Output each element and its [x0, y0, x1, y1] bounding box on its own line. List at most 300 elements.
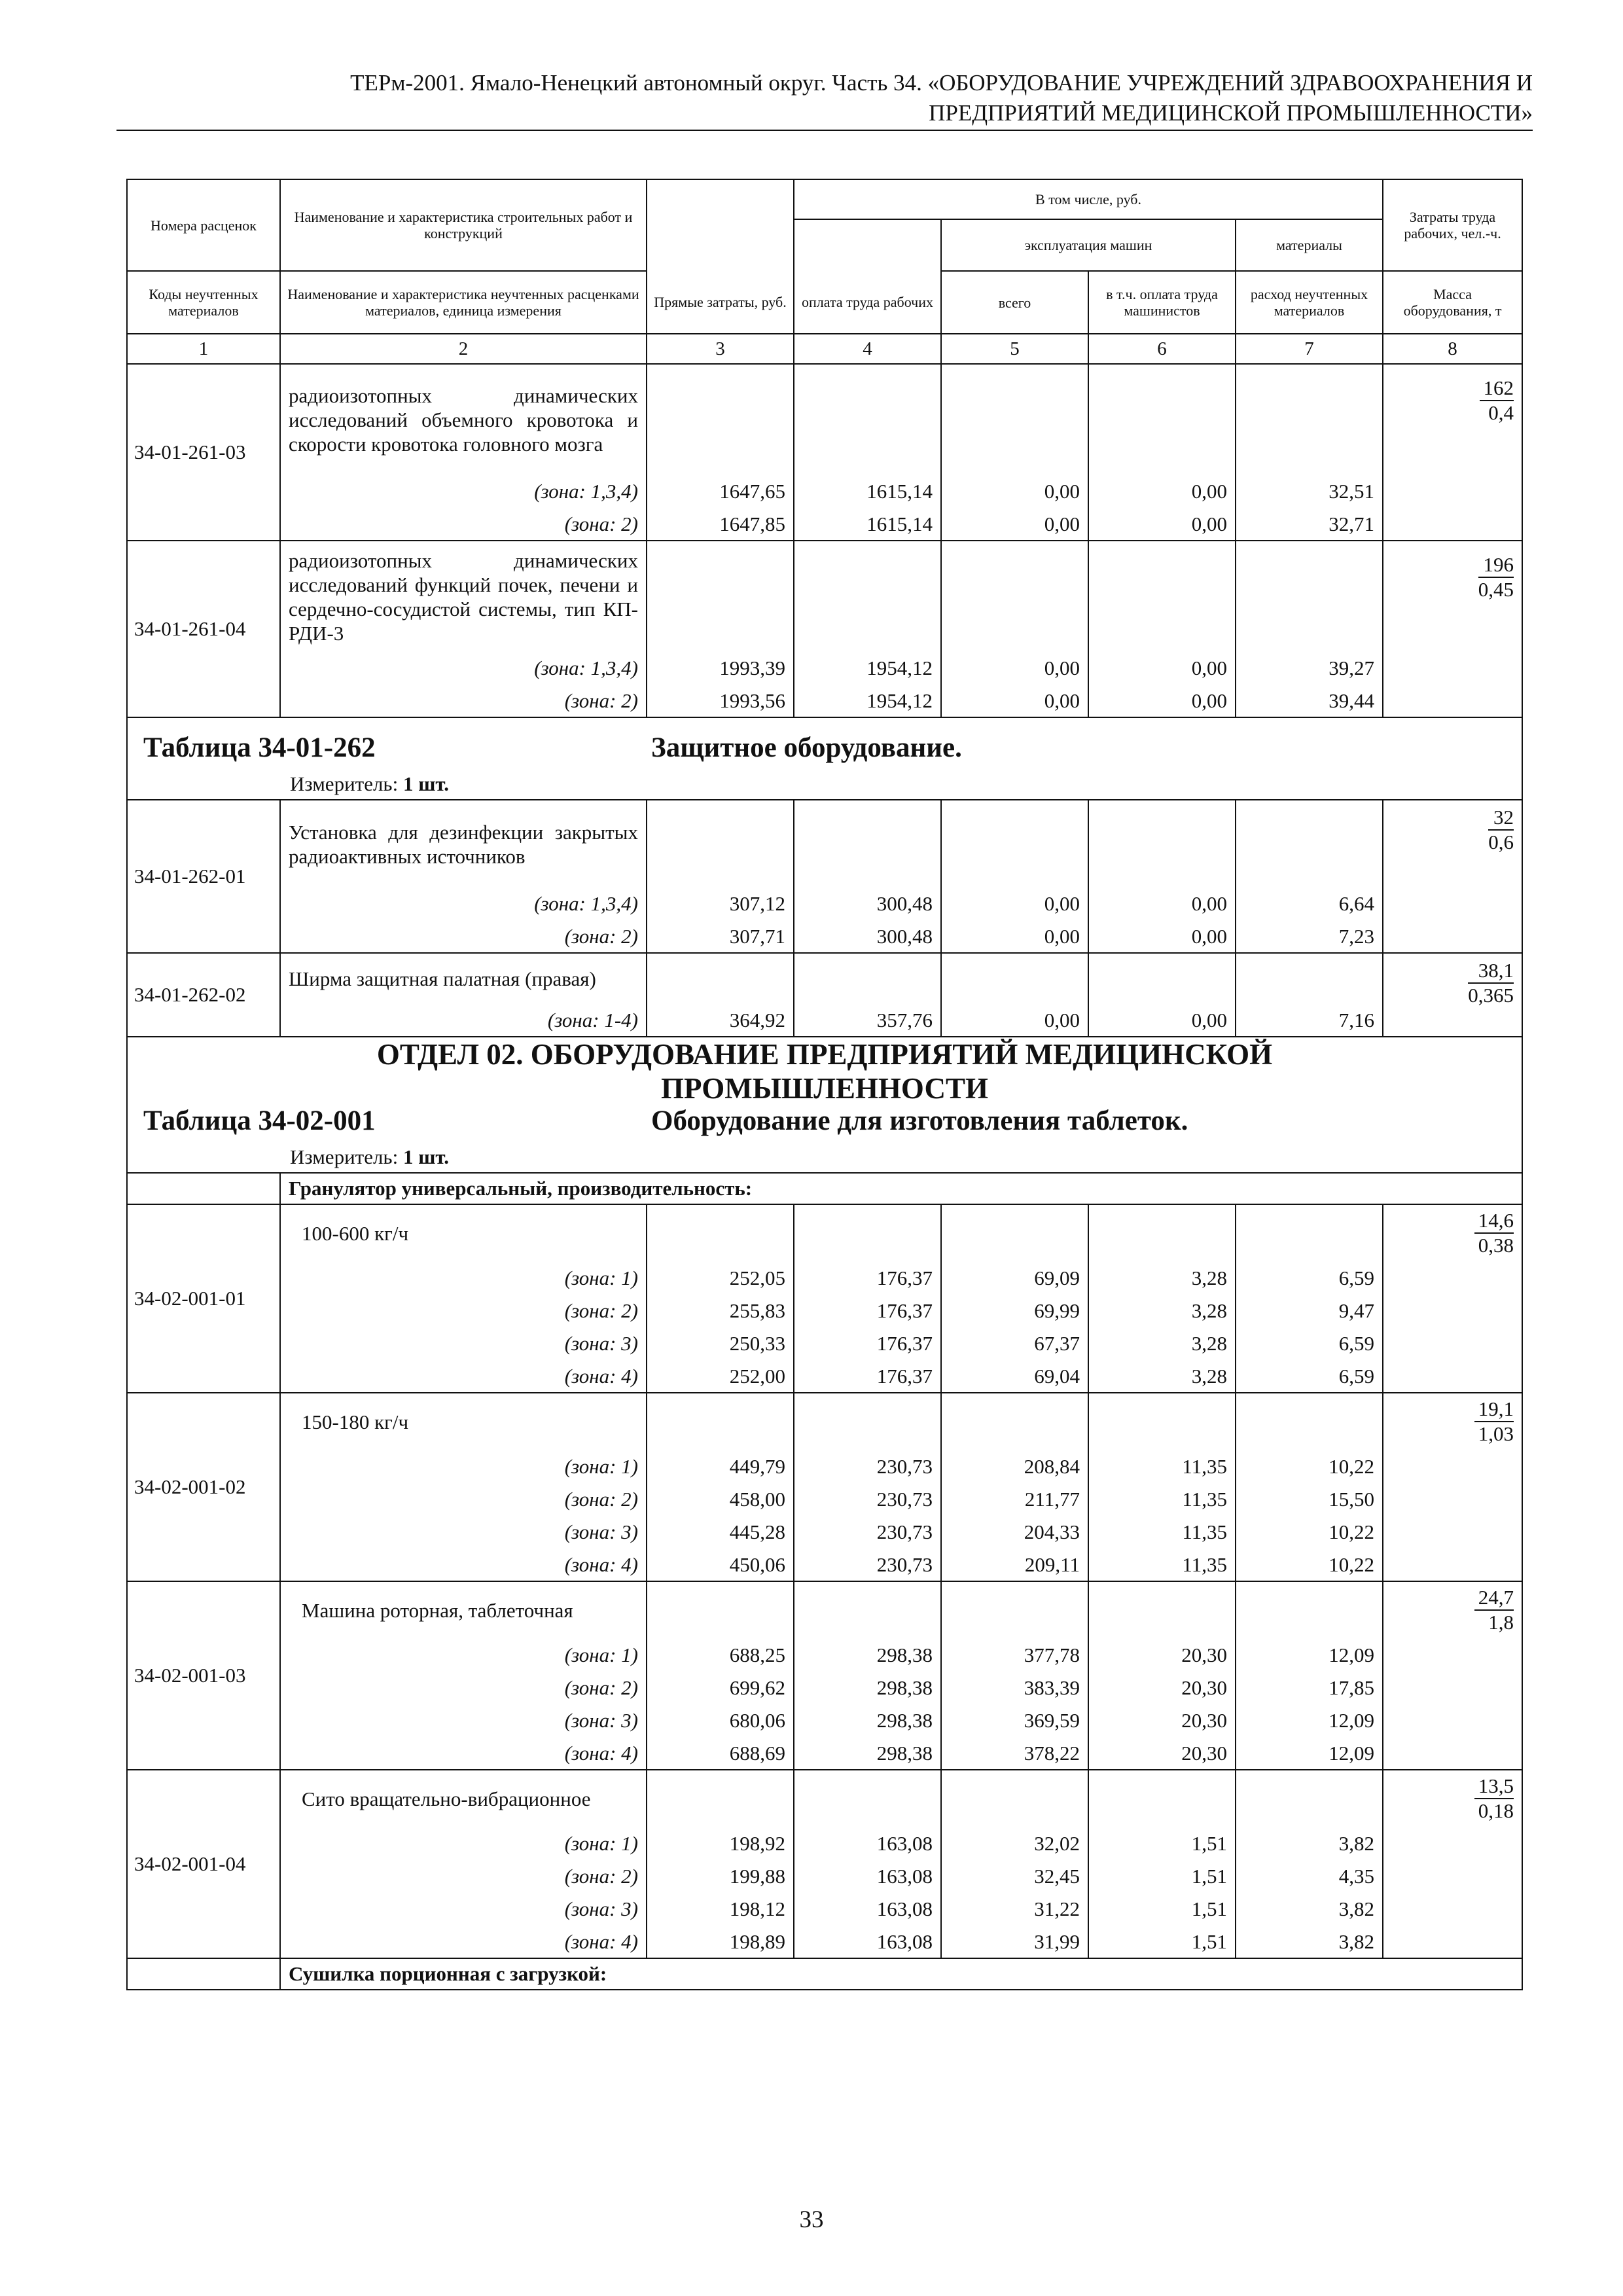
department-heading	[127, 1037, 1522, 1105]
rate-description: Установка для дезинфекции закрытых радиоактивных источников	[280, 800, 647, 888]
labor-cost-value: 24,7	[1474, 1586, 1514, 1611]
column-number: 3	[647, 334, 794, 364]
column-number: 8	[1383, 334, 1522, 364]
col-header-direct-blank	[647, 179, 794, 271]
materials-value: 4,35	[1236, 1860, 1383, 1893]
wages-value: 230,73	[794, 1483, 941, 1516]
empty-cell	[1236, 953, 1383, 1004]
table-title	[128, 1105, 1522, 1142]
price-table-body	[127, 179, 1522, 1990]
machinists-wages-value: 3,28	[1088, 1295, 1236, 1327]
machinists-wages-value: 1,51	[1088, 1860, 1236, 1893]
machinists-wages-value: 20,30	[1088, 1639, 1236, 1672]
machinists-wages-value: 0,00	[1088, 1004, 1236, 1037]
zone-label: (зона: 1)	[280, 1262, 647, 1295]
empty-cell	[794, 1204, 941, 1262]
col-header-group: В том числе, руб.	[794, 179, 1383, 219]
unit-label: Измеритель:	[290, 1145, 399, 1168]
zone-label: (зона: 1-4)	[280, 1004, 647, 1037]
labor-mass-fraction	[1474, 1586, 1514, 1634]
column-number: 7	[1236, 334, 1383, 364]
zone-row	[127, 888, 1522, 920]
col-header-mass: Масса оборудования, т	[1383, 271, 1522, 334]
machines-total-value: 69,99	[941, 1295, 1088, 1327]
machinists-wages-value: 0,00	[1088, 920, 1236, 953]
empty-cell	[794, 364, 941, 475]
labor-cost-value: 32	[1488, 806, 1514, 831]
equipment-mass-value: 0,4	[1488, 401, 1514, 424]
labor-mass-fraction	[1468, 959, 1514, 1007]
column-numbers-row	[127, 334, 1522, 364]
rate-entry-row	[127, 1393, 1522, 1450]
rate-description: 100-600 кг/ч	[280, 1204, 647, 1262]
materials-value: 3,82	[1236, 1926, 1383, 1958]
page-number: 33	[799, 2206, 824, 2233]
labor-mass-cell	[1383, 953, 1522, 1037]
rate-entry-row	[127, 1204, 1522, 1262]
equipment-mass-value: 0,18	[1478, 1799, 1514, 1822]
machinists-wages-value: 20,30	[1088, 1672, 1236, 1704]
wages-value: 163,08	[794, 1860, 941, 1893]
wages-value: 298,38	[794, 1737, 941, 1770]
table-title-cell	[127, 1105, 1522, 1173]
machines-total-value: 0,00	[941, 508, 1088, 541]
zone-label: (зона: 4)	[280, 1549, 647, 1581]
labor-cost-value: 162	[1480, 376, 1514, 401]
zone-row	[127, 1639, 1522, 1672]
direct-cost-value: 250,33	[647, 1327, 794, 1360]
empty-cell	[647, 800, 794, 888]
machinists-wages-value: 11,35	[1088, 1516, 1236, 1549]
col-header-material-codes: Коды неучтенных материалов	[127, 271, 280, 334]
rate-entry-row	[127, 800, 1522, 888]
col-header-material-name: Наименование и характеристика неучтенных расценками материалов, единица измерения	[280, 271, 647, 334]
empty-cell	[794, 800, 941, 888]
labor-mass-cell	[1383, 541, 1522, 717]
direct-cost-value: 1993,56	[647, 685, 794, 717]
zone-row	[127, 1004, 1522, 1037]
equipment-mass-value: 0,45	[1478, 578, 1514, 601]
empty-cell	[1088, 364, 1236, 475]
labor-mass-fraction	[1478, 553, 1514, 601]
table-name: Оборудование для изготовления таблеток.	[651, 1105, 1188, 1136]
col-header-labor: Затраты труда рабочих, чел.-ч.	[1383, 179, 1522, 271]
machines-total-value: 32,02	[941, 1827, 1088, 1860]
wages-value: 300,48	[794, 888, 941, 920]
machines-total-value: 67,37	[941, 1327, 1088, 1360]
empty-cell	[1088, 541, 1236, 652]
zone-row	[127, 1483, 1522, 1516]
materials-value: 7,16	[1236, 1004, 1383, 1037]
labor-mass-cell	[1383, 364, 1522, 541]
machinists-wages-value: 1,51	[1088, 1926, 1236, 1958]
empty-cell	[1236, 1770, 1383, 1827]
empty-cell	[941, 800, 1088, 888]
unit-label: Измеритель:	[290, 772, 399, 795]
rate-code: 34-02-001-03	[127, 1581, 280, 1770]
table-title-row	[127, 717, 1522, 800]
empty-cell	[127, 1173, 280, 1204]
labor-mass-cell	[1383, 1393, 1522, 1581]
column-number: 2	[280, 334, 647, 364]
empty-cell	[647, 1393, 794, 1450]
labor-mass-fraction	[1474, 1397, 1514, 1446]
direct-cost-value: 1647,65	[647, 475, 794, 508]
empty-cell	[1088, 800, 1236, 888]
empty-cell	[941, 953, 1088, 1004]
col-header-material-use: расход неучтенных материалов	[1236, 271, 1383, 334]
empty-cell	[647, 1581, 794, 1639]
machinists-wages-value: 3,28	[1088, 1360, 1236, 1393]
machines-total-value: 31,99	[941, 1926, 1088, 1958]
wages-value: 176,37	[794, 1295, 941, 1327]
labor-mass-fraction	[1474, 1774, 1514, 1823]
machines-total-value: 0,00	[941, 475, 1088, 508]
machines-total-value: 369,59	[941, 1704, 1088, 1737]
empty-cell	[127, 1958, 280, 1990]
zone-row	[127, 1262, 1522, 1295]
zone-label: (зона: 1)	[280, 1450, 647, 1483]
direct-cost-value: 198,12	[647, 1893, 794, 1926]
direct-cost-value: 458,00	[647, 1483, 794, 1516]
rate-description: Ширма защитная палатная (правая)	[280, 953, 647, 1004]
zone-label: (зона: 2)	[280, 920, 647, 953]
machinists-wages-value: 3,28	[1088, 1327, 1236, 1360]
direct-cost-value: 688,69	[647, 1737, 794, 1770]
wages-value: 176,37	[794, 1327, 941, 1360]
machinists-wages-value: 0,00	[1088, 685, 1236, 717]
zone-label: (зона: 3)	[280, 1704, 647, 1737]
zone-label: (зона: 1)	[280, 1827, 647, 1860]
department-heading-line-2: ПРОМЫШЛЕННОСТИ	[661, 1072, 988, 1105]
wages-value: 298,38	[794, 1639, 941, 1672]
zone-row	[127, 1926, 1522, 1958]
materials-value: 10,22	[1236, 1516, 1383, 1549]
materials-value: 10,22	[1236, 1450, 1383, 1483]
col-header-name: Наименование и характеристика строительных работ и конструкций	[280, 179, 647, 271]
group-heading-row	[127, 1173, 1522, 1204]
table-title	[128, 718, 1522, 769]
direct-cost-value: 688,25	[647, 1639, 794, 1672]
wages-value: 1615,14	[794, 475, 941, 508]
rate-code: 34-01-262-02	[127, 953, 280, 1037]
machines-total-value: 0,00	[941, 1004, 1088, 1037]
materials-value: 6,64	[1236, 888, 1383, 920]
materials-value: 12,09	[1236, 1704, 1383, 1737]
empty-cell	[647, 953, 794, 1004]
empty-cell	[941, 1581, 1088, 1639]
wages-value: 230,73	[794, 1450, 941, 1483]
col-header-machinists: в т.ч. оплата труда машинистов	[1088, 271, 1236, 334]
rate-entry-row	[127, 541, 1522, 652]
rate-entry-row	[127, 953, 1522, 1004]
group-heading: Сушилка порционная с загрузкой:	[280, 1958, 1522, 1990]
wages-value: 298,38	[794, 1672, 941, 1704]
machines-total-value: 0,00	[941, 685, 1088, 717]
direct-cost-value: 198,92	[647, 1827, 794, 1860]
running-header-line-1: ТЕРм-2001. Ямало-Ненецкий автономный округ. Часть 34. «ОБОРУДОВАНИЕ УЧРЕЖДЕНИЙ ЗДРАВООХРАНЕНИЯ И	[350, 70, 1533, 96]
zone-label: (зона: 2)	[280, 508, 647, 541]
wages-value: 163,08	[794, 1827, 941, 1860]
zone-row	[127, 1737, 1522, 1770]
machines-total-value: 69,09	[941, 1262, 1088, 1295]
machinists-wages-value: 3,28	[1088, 1262, 1236, 1295]
rate-description: радиоизотопных динамических исследований объемного кровотока и скорости кровотока головного мозга	[280, 364, 647, 475]
direct-cost-value: 449,79	[647, 1450, 794, 1483]
zone-label: (зона: 2)	[280, 1295, 647, 1327]
department-heading-line-1: ОТДЕЛ 02. ОБОРУДОВАНИЕ ПРЕДПРИЯТИЙ МЕДИЦИНСКОЙ	[376, 1038, 1273, 1071]
table-number: Таблица 34-02-001	[143, 1105, 376, 1136]
machinists-wages-value: 20,30	[1088, 1737, 1236, 1770]
wages-value: 176,37	[794, 1360, 941, 1393]
labor-mass-fraction	[1480, 376, 1514, 425]
rate-entry-row	[127, 1581, 1522, 1639]
table-name: Защитное оборудование.	[651, 732, 962, 763]
empty-cell	[647, 364, 794, 475]
materials-value: 39,27	[1236, 652, 1383, 685]
direct-cost-value: 307,71	[647, 920, 794, 953]
zone-row	[127, 652, 1522, 685]
rate-code: 34-02-001-02	[127, 1393, 280, 1581]
price-table	[126, 179, 1523, 1990]
materials-value: 12,09	[1236, 1737, 1383, 1770]
empty-cell	[794, 953, 941, 1004]
direct-cost-value: 699,62	[647, 1672, 794, 1704]
running-header	[116, 68, 1533, 128]
wages-value: 163,08	[794, 1893, 941, 1926]
materials-value: 32,71	[1236, 508, 1383, 541]
col-header-codes: Номера расценок	[127, 179, 280, 271]
machinists-wages-value: 0,00	[1088, 888, 1236, 920]
machines-total-value: 32,45	[941, 1860, 1088, 1893]
labor-mass-fraction	[1474, 1209, 1514, 1257]
zone-row	[127, 920, 1522, 953]
empty-cell	[941, 541, 1088, 652]
rate-description: Сито вращательно-вибрационное	[280, 1770, 647, 1827]
rate-description: 150-180 кг/ч	[280, 1393, 647, 1450]
empty-cell	[1088, 1204, 1236, 1262]
running-header-line-2: ПРЕДПРИЯТИЙ МЕДИЦИНСКОЙ ПРОМЫШЛЕННОСТИ»	[929, 100, 1533, 126]
direct-cost-value: 252,05	[647, 1262, 794, 1295]
machinists-wages-value: 0,00	[1088, 475, 1236, 508]
materials-value: 3,82	[1236, 1827, 1383, 1860]
zone-label: (зона: 2)	[280, 685, 647, 717]
rate-description: Машина роторная, таблеточная	[280, 1581, 647, 1639]
direct-cost-value: 1993,39	[647, 652, 794, 685]
direct-cost-value: 307,12	[647, 888, 794, 920]
empty-cell	[1236, 364, 1383, 475]
group-heading-row	[127, 1958, 1522, 1990]
zone-row	[127, 1516, 1522, 1549]
machines-total-value: 377,78	[941, 1639, 1088, 1672]
zone-label: (зона: 2)	[280, 1483, 647, 1516]
empty-cell	[794, 1581, 941, 1639]
wages-value: 300,48	[794, 920, 941, 953]
equipment-mass-value: 0,365	[1468, 984, 1514, 1007]
machines-total-value: 0,00	[941, 888, 1088, 920]
wages-value: 1954,12	[794, 685, 941, 717]
empty-cell	[794, 1770, 941, 1827]
zone-row	[127, 1549, 1522, 1581]
materials-value: 3,82	[1236, 1893, 1383, 1926]
wages-value: 1954,12	[794, 652, 941, 685]
materials-value: 7,23	[1236, 920, 1383, 953]
wages-value: 176,37	[794, 1262, 941, 1295]
col-header-wages-blank	[794, 219, 941, 271]
zone-row	[127, 1360, 1522, 1393]
empty-cell	[1236, 1581, 1383, 1639]
empty-cell	[1236, 1393, 1383, 1450]
labor-cost-value: 19,1	[1474, 1397, 1514, 1422]
machinists-wages-value: 1,51	[1088, 1827, 1236, 1860]
zone-row	[127, 1450, 1522, 1483]
machines-total-value: 209,11	[941, 1549, 1088, 1581]
zone-label: (зона: 3)	[280, 1516, 647, 1549]
wages-value: 357,76	[794, 1004, 941, 1037]
zone-label: (зона: 2)	[280, 1672, 647, 1704]
rate-code: 34-02-001-04	[127, 1770, 280, 1958]
column-number: 4	[794, 334, 941, 364]
empty-cell	[794, 541, 941, 652]
materials-value: 10,22	[1236, 1549, 1383, 1581]
equipment-mass-value: 1,03	[1478, 1422, 1514, 1445]
zone-row	[127, 1295, 1522, 1327]
machines-total-value: 211,77	[941, 1483, 1088, 1516]
zone-label: (зона: 1,3,4)	[280, 652, 647, 685]
machinists-wages-value: 20,30	[1088, 1704, 1236, 1737]
unit-value: 1 шт.	[402, 1145, 450, 1168]
empty-cell	[941, 1770, 1088, 1827]
materials-value: 6,59	[1236, 1327, 1383, 1360]
rate-code: 34-02-001-01	[127, 1204, 280, 1393]
zone-row	[127, 1860, 1522, 1893]
col-header-materials: материалы	[1236, 219, 1383, 271]
zone-label: (зона: 3)	[280, 1327, 647, 1360]
table-title-row	[127, 1105, 1522, 1173]
direct-cost-value: 450,06	[647, 1549, 794, 1581]
table-number: Таблица 34-01-262	[143, 732, 376, 763]
column-number: 5	[941, 334, 1088, 364]
zone-label: (зона: 4)	[280, 1737, 647, 1770]
rate-entry-row	[127, 1770, 1522, 1827]
empty-cell	[647, 541, 794, 652]
zone-label: (зона: 4)	[280, 1926, 647, 1958]
machinists-wages-value: 0,00	[1088, 652, 1236, 685]
zone-row	[127, 685, 1522, 717]
labor-cost-value: 38,1	[1468, 959, 1514, 984]
rate-code: 34-01-261-04	[127, 541, 280, 717]
labor-mass-cell	[1383, 1204, 1522, 1393]
machinists-wages-value: 1,51	[1088, 1893, 1236, 1926]
materials-value: 17,85	[1236, 1672, 1383, 1704]
unit-of-measure	[128, 1142, 1522, 1172]
machines-total-value: 0,00	[941, 920, 1088, 953]
labor-mass-cell	[1383, 1770, 1522, 1958]
direct-cost-value: 198,89	[647, 1926, 794, 1958]
labor-cost-value: 13,5	[1474, 1774, 1514, 1799]
rate-code: 34-01-261-03	[127, 364, 280, 541]
empty-cell	[1088, 1770, 1236, 1827]
zone-label: (зона: 1)	[280, 1639, 647, 1672]
col-header-wages: оплата труда рабочих	[794, 271, 941, 334]
empty-cell	[1236, 541, 1383, 652]
zone-row	[127, 1893, 1522, 1926]
materials-value: 6,59	[1236, 1262, 1383, 1295]
labor-cost-value: 14,6	[1474, 1209, 1514, 1234]
zone-row	[127, 1827, 1522, 1860]
machinists-wages-value: 11,35	[1088, 1549, 1236, 1581]
col-header-direct: Прямые затраты, руб.	[647, 271, 794, 334]
col-header-machines-total: всего	[941, 271, 1088, 334]
wages-value: 163,08	[794, 1926, 941, 1958]
rate-code: 34-01-262-01	[127, 800, 280, 953]
machinists-wages-value: 11,35	[1088, 1450, 1236, 1483]
empty-cell	[794, 1393, 941, 1450]
header-rule	[116, 130, 1533, 131]
labor-cost-value: 196	[1478, 553, 1514, 578]
zone-row	[127, 1327, 1522, 1360]
empty-cell	[1088, 953, 1236, 1004]
materials-value: 15,50	[1236, 1483, 1383, 1516]
zone-row	[127, 1672, 1522, 1704]
zone-label: (зона: 4)	[280, 1360, 647, 1393]
department-heading-row	[127, 1037, 1522, 1105]
wages-value: 230,73	[794, 1549, 941, 1581]
unit-value: 1 шт.	[402, 772, 450, 795]
equipment-mass-value: 0,6	[1488, 831, 1514, 853]
machines-total-value: 31,22	[941, 1893, 1088, 1926]
zone-label: (зона: 3)	[280, 1893, 647, 1926]
group-heading: Гранулятор универсальный, производительность:	[280, 1173, 1522, 1204]
rate-entry-row	[127, 364, 1522, 475]
labor-mass-fraction	[1488, 806, 1514, 854]
zone-row	[127, 508, 1522, 541]
machines-total-value: 378,22	[941, 1737, 1088, 1770]
zone-label: (зона: 1,3,4)	[280, 888, 647, 920]
labor-mass-cell	[1383, 1581, 1522, 1770]
machinists-wages-value: 11,35	[1088, 1483, 1236, 1516]
column-number: 6	[1088, 334, 1236, 364]
materials-value: 12,09	[1236, 1639, 1383, 1672]
empty-cell	[1088, 1581, 1236, 1639]
empty-cell	[941, 1204, 1088, 1262]
empty-cell	[1088, 1393, 1236, 1450]
rate-description: радиоизотопных динамических исследований функций почек, печени и сердечно-сосудистой системы, тип КП-РДИ-3	[280, 541, 647, 652]
direct-cost-value: 199,88	[647, 1860, 794, 1893]
direct-cost-value: 1647,85	[647, 508, 794, 541]
wages-value: 230,73	[794, 1516, 941, 1549]
machines-total-value: 69,04	[941, 1360, 1088, 1393]
empty-cell	[1236, 800, 1383, 888]
materials-value: 6,59	[1236, 1360, 1383, 1393]
empty-cell	[941, 364, 1088, 475]
zone-label: (зона: 1,3,4)	[280, 475, 647, 508]
empty-cell	[647, 1770, 794, 1827]
materials-value: 32,51	[1236, 475, 1383, 508]
empty-cell	[941, 1393, 1088, 1450]
table-title-cell	[127, 717, 1522, 800]
machines-total-value: 204,33	[941, 1516, 1088, 1549]
unit-of-measure	[128, 769, 1522, 799]
col-header-machines: эксплуатация машин	[941, 219, 1236, 271]
zone-row	[127, 475, 1522, 508]
equipment-mass-value: 1,8	[1488, 1611, 1514, 1634]
materials-value: 39,44	[1236, 685, 1383, 717]
column-number: 1	[127, 334, 280, 364]
direct-cost-value: 252,00	[647, 1360, 794, 1393]
direct-cost-value: 364,92	[647, 1004, 794, 1037]
machines-total-value: 208,84	[941, 1450, 1088, 1483]
